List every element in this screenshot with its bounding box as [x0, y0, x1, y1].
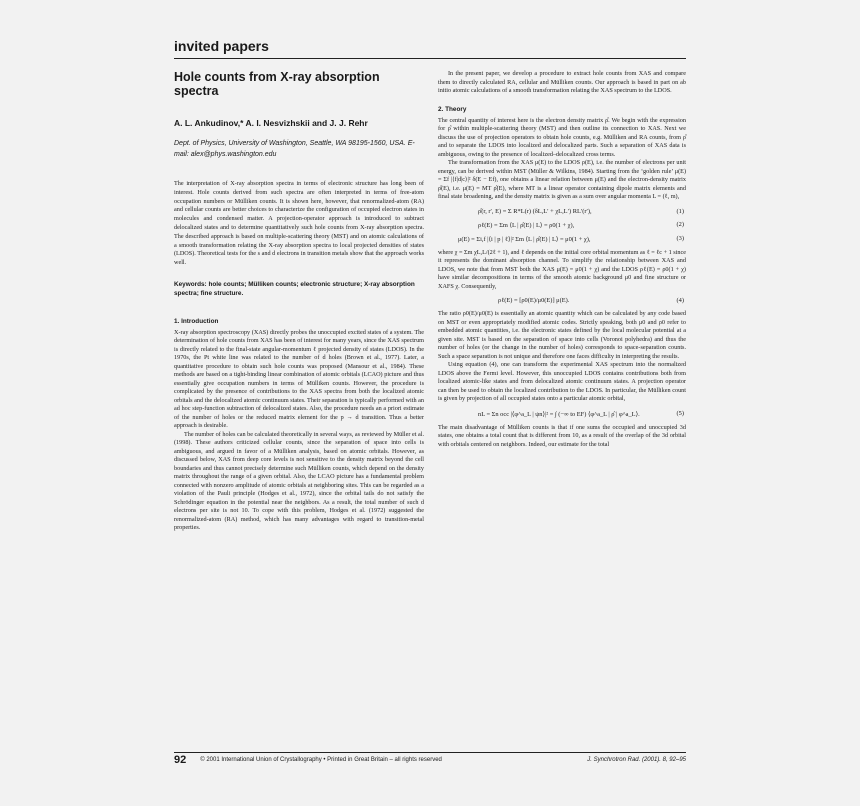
section-label: invited papers	[174, 38, 269, 54]
page-footer	[174, 752, 686, 767]
equation-1-body: ρ̂(r, r′, E) = Σ R*L(r) (δL,L′ + χL,L′) RL′(r′),	[478, 207, 592, 215]
right-column	[438, 70, 686, 449]
theory-paragraph-3: where χ = Σm χL,L/(2ℓ + 1), and ℓ depends on the initial core orbital momentum as ℓ = ℓc + 1 since it represents the dominant absorption channel. To simplify the relationship between XAS and LDOS, we note that from MST both the XAS μ(E) = μ0(1 + χ) and the LDOS ρℓ(E) = ρ0(1 + χ) have similar decompositions in terms of the smooth atomic background μ0 and fine structure or XAFS χ. Consequently,	[438, 248, 686, 290]
left-column	[174, 70, 424, 533]
article-authors: A. L. Ankudinov,* A. I. Nesvizhskii and J. J. Rehr	[174, 118, 368, 128]
theory-paragraph-1: The central quantity of interest here is the electron density matrix ρ̂. We begin with the expression for ρ̂ within multiple-scattering theory (MST) and then outline its connection to XAS. Next we discuss the use of projection operators to obtain hole counts, e.g. Mülliken and RA counts, from ρ̂ and to separate the LDOS into localized and delocalized parts. Such a separation of XAS data is ambiguous, owing to the presence of localized–delocalized cross terms.	[438, 116, 686, 158]
theory-heading: 2. Theory	[438, 105, 467, 113]
theory-paragraph-6: The main disadvantage of Mülliken counts is that if one sums the occupied and unoccupied 3d states, one obtains a total count that is different from 10, as a result of the overlap of the 3d orbital with orbitals centered on neighbors. Indeed, our estimate for the total	[438, 423, 686, 448]
journal-citation: J. Synchrotron Rad. (2001). 8, 92–95	[587, 757, 686, 763]
equation-4-number: (4)	[676, 297, 684, 304]
keywords: Keywords: hole counts; Mülliken counts; electronic structure; X-ray absorption spectra; fine structure.	[174, 280, 415, 297]
equation-2-number: (2)	[676, 220, 684, 228]
equation-3	[438, 235, 686, 243]
equation-3-body: μ(E) = Σi,f |⟨i | p | ℓ⟩|² Σm ⟨L | ρ̂(E) | L⟩ = μ0(1 + χ),	[458, 235, 591, 243]
intro-paragraph-1: X-ray absorption spectroscopy (XAS) directly probes the unoccupied excited states of a system. The determination of hole counts from XAS has been of interest for many years, since the XAS spectrum is directly related to the final-state angular-momentum ℓ projected density of states (LDOS). In the 1970s, the Pt white line was related to the number of d holes (Brown et al., 1977). Later, a quantitative procedure to obtain such hole counts was proposed (Mansour et al., 1984). These methods are based on a tight-binding linear combination of atomic orbitals (LCAO) picture and thus essentially give occupation numbers in terms of Mülliken counts. However, the procedure is complicated by the presence of contributions to the XAS spectra from both the localized atomic orbitals and the delocalized atomic continuum states. Their separation is typically performed with an ad hoc step-function subtraction of delocalized states. Also, the procedure needs an a priori estimate of the number of holes or the reduced matrix element for the p → d transition. Thus a better approach is desirable.	[174, 328, 424, 430]
top-rule	[174, 58, 686, 59]
equation-2-body: ρℓ(E) = Σm ⟨L | ρ̂(E) | L⟩ = ρ0(1 + χ),	[478, 221, 575, 229]
equation-5-number: (5)	[676, 409, 684, 417]
theory-paragraph-5: Using equation (4), one can transform the experimental XAS spectrum into the normalized LDOS above the Fermi level. However, this unoccupied LDOS contains contributions both from localized atomic-like states and from delocalized atomic continuum states. A projection operator can then be used to obtain the localized contribution to the LDOS. In particular, the Mülliken count is given by projection of all occupied states onto a particular atomic orbital,	[438, 361, 686, 402]
equation-4	[438, 297, 686, 304]
theory-paragraph-4: The ratio ρ0(E)/μ0(E) is essentially an atomic quantity which can be calculated by any code based on MST or even appropriately modified atomic codes. Strictly speaking, both μ0 and ρ0 refer to embedded atomic quantities, i.e. the electronic states defined by the local molecular potential at a given site. MST is based on the separation of space into cells (Voronoi polyhedra) and thus the number of holes (or the change in the number of holes) corresponds to space-separation counts. Such a space separation is not unique and therefore one faces difficulty in interpreting the results.	[438, 310, 686, 360]
equation-5	[438, 410, 686, 418]
author-affiliation: Dept. of Physics, University of Washington, Seattle, WA 98195-1560, USA. E-mail: alex@phys.washington.edu	[174, 140, 415, 158]
intro-paragraph-2: The number of holes can be calculated theoretically in several ways, as reviewed by Müller et al. (1998). These authors criticized cellular counts, since the separation of space into cells is ambiguous, and argued in favor of a Mülliken analysis, based on atomic orbitals. However, as discussed below, XAS from deep core levels is not sensitive to the density matrix beyond the cell boundaries and thus cannot precisely determine such Mülliken counts, which depend on the density matrix throughout the range of a given orbital. Also, the LCAO picture has a fundamental problem connected with nonzero amplitude of atomic orbitals at neighboring sites. This can be regarded as a violation of the Pauli principle (Hodges et al., 1972), since the orbital tails do not satisfy the Schrödinger equation in the potential near the neighbors. As a result, the total number of such d electrons per site is not 10. To cope with this problem, Hodges et al. (1972) suggested the renormalized-atom (RA) method, which has many advantages with regard to transition-metal properties.	[174, 430, 424, 532]
equation-2	[438, 221, 686, 229]
page-number: 92	[174, 754, 187, 766]
equation-1-number: (1)	[676, 207, 684, 215]
intro-heading: 1. Introduction	[174, 317, 219, 325]
equation-4-body: ρℓ(E) = [ρ0(E)/μ0(E)] μ(E).	[498, 297, 570, 304]
article-title: Hole counts from X-ray absorption spectra	[174, 70, 380, 98]
intro-paragraph-3: In the present paper, we develop a procedure to extract hole counts from XAS and compare them to directly calculated RA, cellular and Mülliken counts. Our approach is based in part on ab initio atomic calculations of a smooth transformation relating the XAS spectrum to the LDOS.	[438, 70, 686, 94]
equation-5-body: nL = Σn occ |⟨φ^a_L | ψn⟩|² = ∫ (−∞ to EF) ⟨φ^a_L | ρ̂ | φ^a_L⟩.	[478, 410, 640, 418]
abstract: The interpretation of X-ray absorption spectra in terms of electronic structure has long been of interest. Hole counts derived from such spectra are often interpreted in terms of free-atom occupation numbers or Mülliken counts. It is shown here, however, that renormalized-atom (RA) and cellular counts are better choices to characterize the configuration of occupied electron states in molecules and condensed matter. A projection-operator approach is introduced to subtract delocalized states and to determine quantitatively such hole counts from X-ray absorption spectra. The described approach is based on multiple-scattering theory (MST) and on atomic calculations of a smooth transformation relating the X-ray absorption spectra to local projected densities of states (LDOS). Theoretical tests for the s and d electrons in transition metals show that the approach works well.	[174, 180, 424, 267]
equation-3-number: (3)	[676, 234, 684, 242]
theory-paragraph-2: The transformation from the XAS μ(E) to the LDOS ρ(E), i.e. the number of electrons per unit energy, can be derived within MST (Müller & Wilkins, 1984). Starting from the ‘golden rule’ μ(E) = Σf |⟨f|d|c⟩|² δ(E − Ef), one obtains a linear relation between μ(E) and the electron-density matrix ρ̂(E), i.e. μ(E) = MT ρ̂(E), where MT is a linear operator containing dipole matrix elements and final state broadening, and the density matrix is given as a sum over angular momenta L = (ℓ, m),	[438, 159, 686, 200]
equation-1	[438, 208, 686, 215]
copyright-notice: © 2001 International Union of Crystallography • Printed in Great Britain – all rights reserved	[200, 757, 442, 763]
